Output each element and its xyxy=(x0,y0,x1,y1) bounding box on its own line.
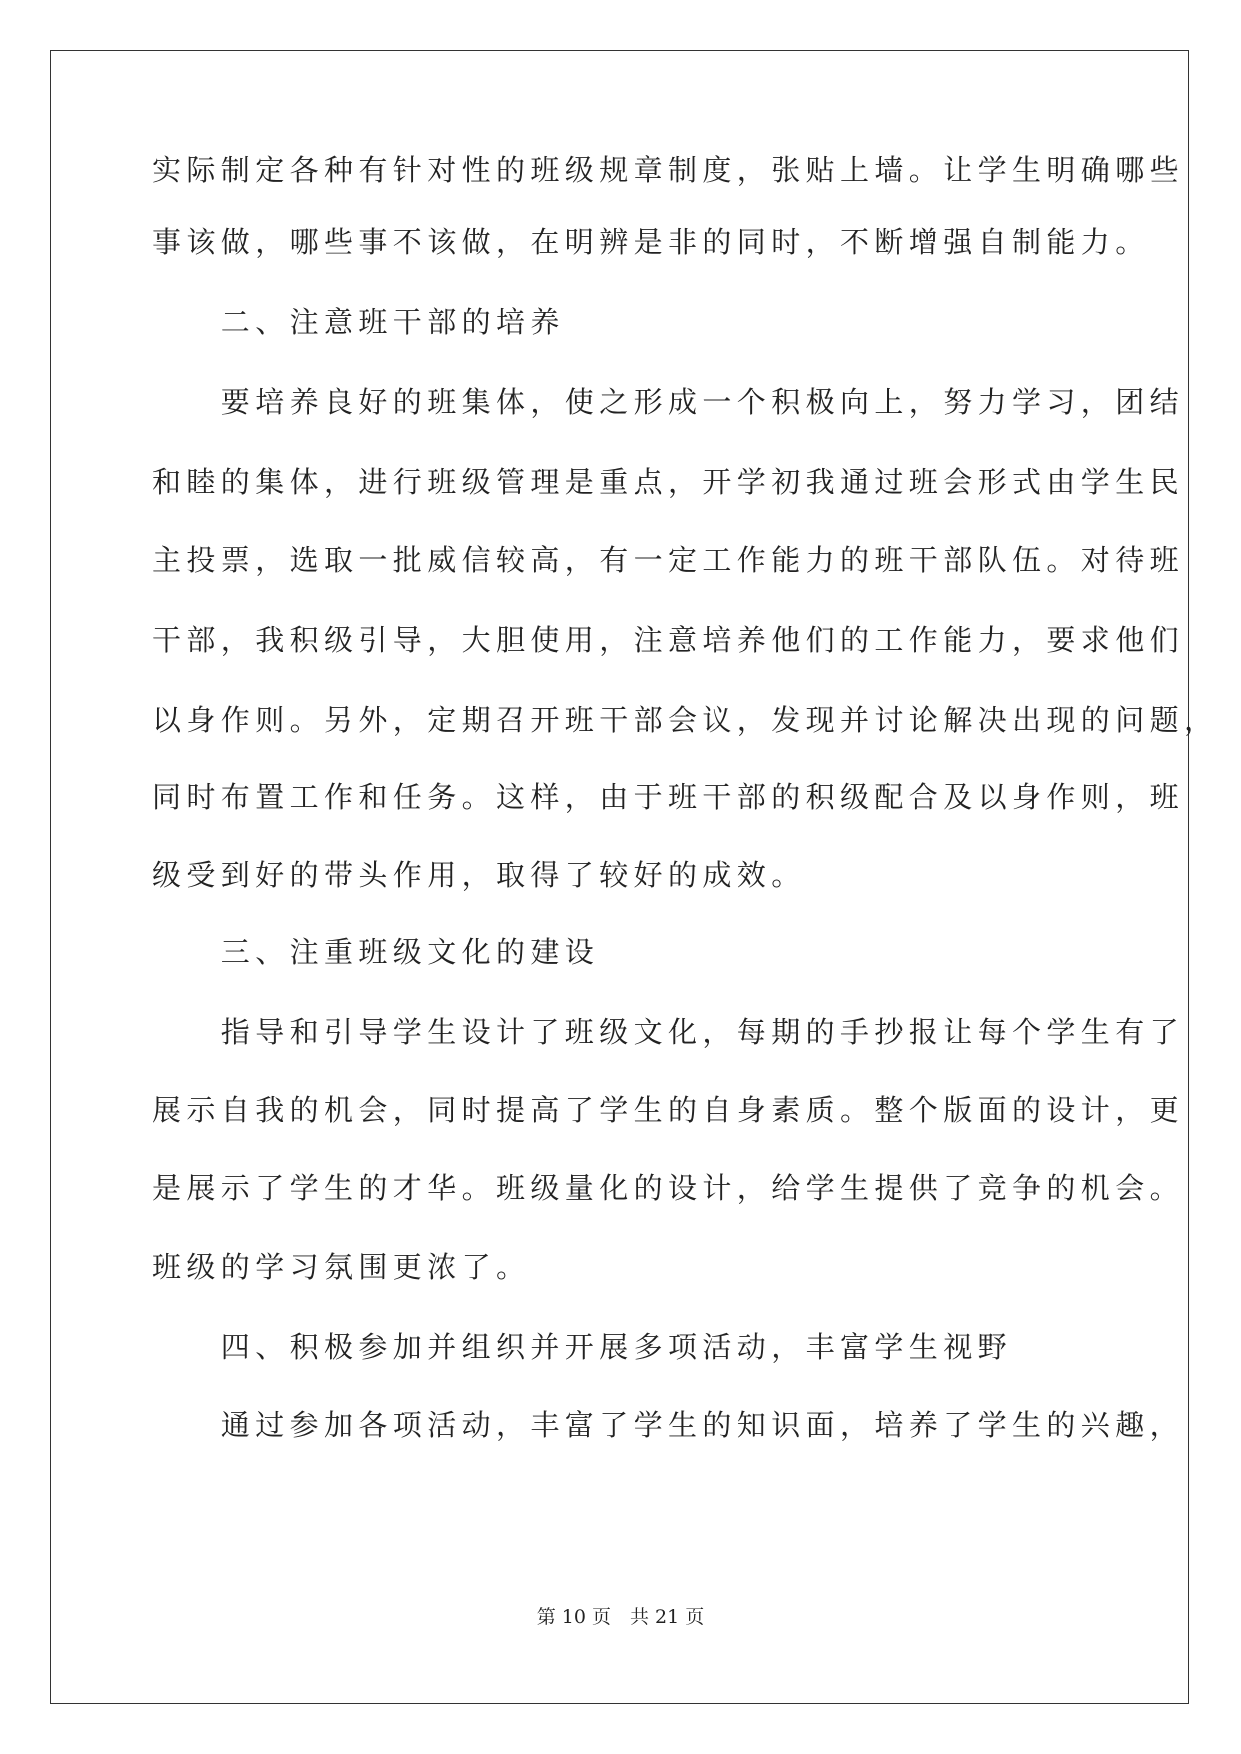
section-heading-4: 四、积极参加并组织并开展多项活动，丰富学生视野 xyxy=(152,1330,1013,1364)
text-line-15: 班级的学习氛围更浓了。 xyxy=(152,1250,531,1284)
text-line-13: 展示自我的机会，同时提高了学生的自身素质。整个版面的设计，更 xyxy=(152,1093,1185,1127)
text-line-1: 实际制定各种有针对性的班级规章制度，张贴上墙。让学生明确哪些 xyxy=(152,153,1185,187)
section-heading-2: 二、注意班干部的培养 xyxy=(152,305,565,339)
text-line-2: 事该做，哪些事不该做，在明辨是非的同时，不断增强自制能力。 xyxy=(152,225,1150,259)
section-heading-3: 三、注重班级文化的建设 xyxy=(152,935,600,969)
text-line-4: 要培养良好的班集体，使之形成一个积极向上，努力学习，团结 xyxy=(152,385,1185,419)
text-line-17: 通过参加各项活动，丰富了学生的知识面，培养了学生的兴趣， xyxy=(152,1408,1185,1442)
text-line-14: 是展示了学生的才华。班级量化的设计，给学生提供了竞争的机会。 xyxy=(152,1171,1185,1205)
text-line-10: 级受到好的带头作用，取得了较好的成效。 xyxy=(152,858,806,892)
text-line-7: 干部，我积级引导，大胆使用，注意培养他们的工作能力，要求他们 xyxy=(152,623,1185,657)
text-line-6: 主投票，选取一批威信较高，有一定工作能力的班干部队伍。对待班 xyxy=(152,543,1185,577)
text-line-8: 以身作则。另外，定期召开班干部会议，发现并讨论解决出现的问题， xyxy=(152,703,1219,737)
text-line-9: 同时布置工作和任务。这样，由于班干部的积级配合及以身作则，班 xyxy=(152,780,1185,814)
page-number-footer: 第 10 页 共 21 页 xyxy=(536,1606,705,1628)
text-line-5: 和睦的集体，进行班级管理是重点，开学初我通过班会形式由学生民 xyxy=(152,465,1185,499)
text-line-12: 指导和引导学生设计了班级文化，每期的手抄报让每个学生有了 xyxy=(152,1015,1185,1049)
